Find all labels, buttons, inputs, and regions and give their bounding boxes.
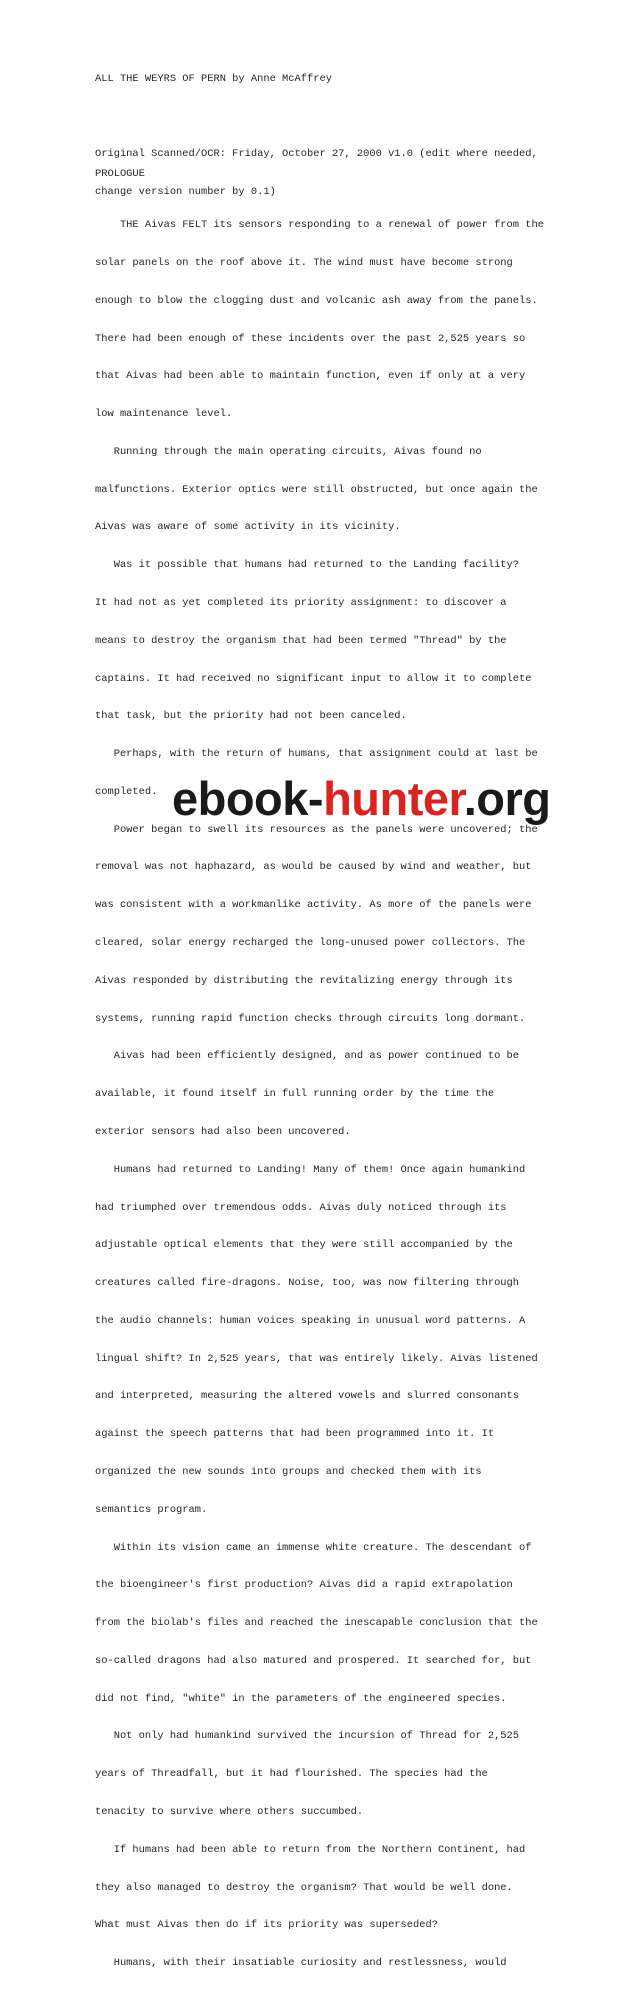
text-line: Was it possible that humans had returned to the Landing facility? [95,559,520,572]
text-line: did not find, "white" in the parameters of the engineered species. [95,1692,507,1705]
text-line: Power began to swell its resources as the panels were uncovered; the [95,823,538,836]
text-line: It had not as yet completed its priority assignment: to discover a [95,597,507,609]
text-line: that task, but the priority had not been canceled. [95,710,407,723]
text-line: tenacity to survive where others succumbed. [95,1806,364,1818]
text-line: low maintenance level. [95,408,233,421]
text-line: malfunctions. Exterior optics were still obstructed, but once again the [95,483,538,496]
text-line: Humans had returned to Landing! Many of them! Once again humankind [95,1163,526,1176]
text-line: semantics program. [95,1503,208,1516]
text-line: exterior sensors had also been uncovered. [95,1125,351,1138]
text-line: the audio channels: human voices speaking in unusual word patterns. A [95,1314,526,1327]
watermark-part: hunter [323,772,464,825]
scan-note-line: Original Scanned/OCR: Friday, October 27, 2000 v1.0 (edit where needed, [95,148,538,161]
text-line: Not only had humankind survived the incursion of Thread for 2,525 [95,1730,520,1743]
text-line: was consistent with a workmanlike activity. As more of the panels were [95,899,532,912]
text-line: so-called dragons had also matured and prospered. It searched for, but [95,1654,532,1667]
text-line: lingual shift? In 2,525 years, that was entirely likely. Aivas listened [95,1352,538,1365]
watermark-part: ebook- [172,772,324,825]
text-line: solar panels on the roof above it. The wind must have become strong [95,256,513,269]
text-line: captains. It had received no significant input to allow it to complete [95,672,532,685]
text-line: adjustable optical elements that they were still accompanied by the [95,1239,513,1252]
text-line: from the biolab's files and reached the inescapable conclusion that the [95,1617,538,1630]
text-line: Aivas had been efficiently designed, and as power continued to be [95,1050,520,1063]
text-line: THE Aivas FELT its sensors responding to a renewal of power from the [95,219,544,232]
text-line: Aivas responded by distributing the revitalizing energy through its [95,974,513,987]
text-line: cleared, solar energy recharged the long-unused power collectors. The [95,937,526,950]
scan-note-line: change version number by 0.1) [95,185,276,198]
text-line: years of Threadfall, but it had flourished. The species had the [95,1768,488,1781]
text-line: If humans had been able to return from the Northern Continent, had [95,1843,526,1856]
text-line: creatures called fire-dragons. Noise, too, was now filtering through [95,1277,520,1290]
text-line: the bioengineer's first production? Aivas did a rapid extrapolation [95,1579,513,1592]
text-line: they also managed to destroy the organism? That would be well done. [95,1881,513,1894]
text-line: What must Aivas then do if its priority was superseded? [95,1919,438,1932]
text-line: removal was not haphazard, as would be caused by wind and weather, but [95,861,532,874]
text-line: that Aivas had been able to maintain function, even if only at a very [95,370,526,383]
document-title: ALL THE WEYRS OF PERN by Anne McAffrey [95,73,332,85]
text-line: Perhaps, with the return of humans, that assignment could at last be [95,748,538,761]
watermark-part: .org [463,772,551,825]
text-line: Running through the main operating circuits, Aivas found no [95,445,482,458]
text-line: means to destroy the organism that had been termed "Thread" by the [95,634,507,647]
text-line: completed. [95,785,158,798]
body-text [95,194,544,1995]
text-line: against the speech patterns that had been programmed into it. It [95,1428,495,1441]
text-line: systems, running rapid function checks through circuits long dormant. [95,1012,526,1025]
text-line: Humans, with their insatiable curiosity and restlessness, would [95,1957,507,1970]
text-line: Within its vision came an immense white creature. The descendant of [95,1541,532,1554]
text-line: There had been enough of these incidents over the past 2,525 years so [95,332,526,345]
text-line: organized the new sounds into groups and checked them with its [95,1465,482,1478]
text-line: and interpreted, measuring the altered vowels and slurred consonants [95,1390,520,1403]
watermark-logo [172,771,550,827]
section-heading: PROLOGUE [95,168,145,180]
text-line: had triumphed over tremendous odds. Aivas duly noticed through its [95,1201,507,1214]
text-line: Aivas was aware of some activity in its vicinity. [95,521,401,534]
text-line: enough to blow the clogging dust and volcanic ash away from the panels. [95,294,538,307]
text-line: available, it found itself in full running order by the time the [95,1088,495,1101]
